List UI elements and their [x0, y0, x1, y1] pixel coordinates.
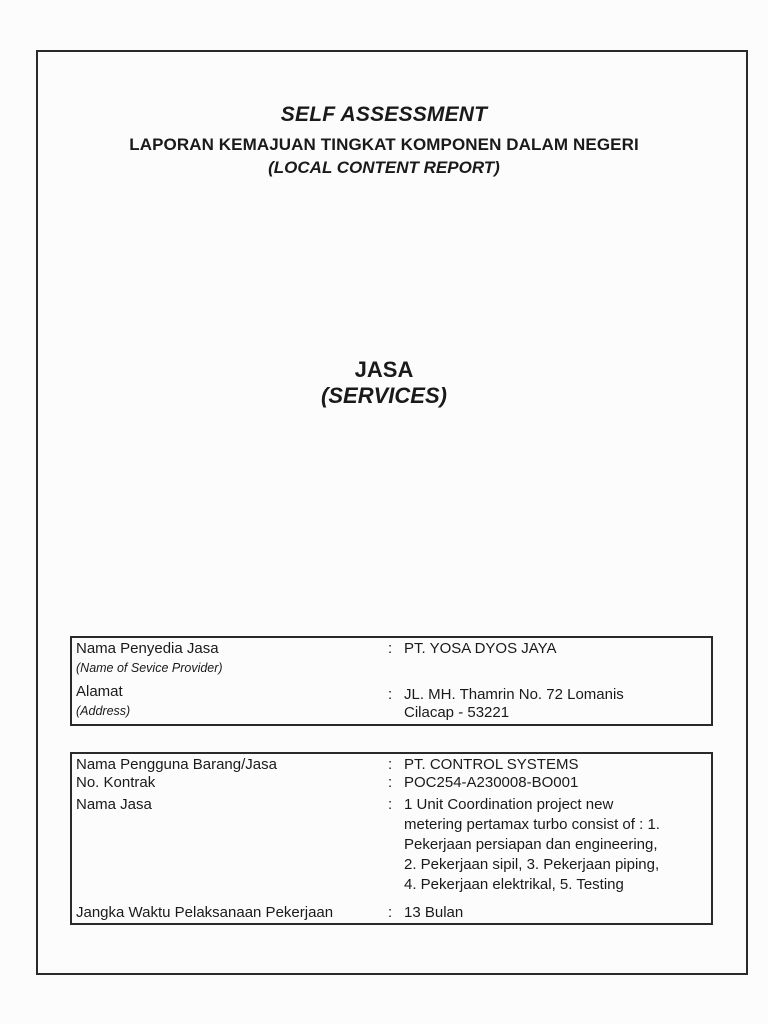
- colon: :: [388, 756, 393, 773]
- contract-info-box: [70, 752, 713, 925]
- address-label: Alamat: [76, 683, 123, 700]
- service-line: 1 Unit Coordination project new: [404, 796, 614, 813]
- doc-subtitle-english: (LOCAL CONTENT REPORT): [268, 158, 500, 177]
- contract-value: POC254-A230008-BO001: [404, 774, 579, 791]
- service-line: 2. Pekerjaan sipil, 3. Pekerjaan piping,: [404, 856, 660, 873]
- provider-info-box: [70, 636, 713, 726]
- service-line: 4. Pekerjaan elektrikal, 5. Testing: [404, 876, 624, 893]
- user-label: Nama Pengguna Barang/Jasa: [76, 756, 277, 773]
- colon: :: [388, 904, 393, 921]
- address-line-1: JL. MH. Thamrin No. 72 Lomanis: [404, 686, 624, 703]
- service-line: Pekerjaan persiapan dan engineering,: [404, 836, 658, 853]
- service-line: metering pertamax turbo consist of : 1.: [404, 816, 660, 833]
- colon: :: [388, 774, 393, 791]
- doc-subtitle: LAPORAN KEMAJUAN TINGKAT KOMPONEN DALAM NEGERI: [129, 135, 639, 154]
- address-line-2: Cilacap - 53221: [404, 704, 510, 721]
- user-value: PT. CONTROL SYSTEMS: [404, 756, 579, 773]
- colon: :: [388, 686, 393, 703]
- category-title-english: (SERVICES): [321, 383, 447, 408]
- service-label: Nama Jasa: [76, 796, 152, 813]
- provider-label-english: (Name of Sevice Provider): [76, 661, 223, 675]
- address-label-english: (Address): [76, 704, 131, 718]
- provider-value: PT. YOSA DYOS JAYA: [404, 640, 557, 657]
- category-title: JASA: [354, 357, 414, 382]
- contract-label: No. Kontrak: [76, 774, 156, 791]
- duration-value: 13 Bulan: [404, 904, 464, 921]
- colon: :: [388, 640, 393, 657]
- duration-label: Jangka Waktu Pelaksanaan Pekerjaan: [76, 904, 334, 921]
- colon: :: [388, 796, 393, 813]
- doc-title: SELF ASSESSMENT: [280, 103, 488, 126]
- service-description: [404, 795, 704, 895]
- provider-label: Nama Penyedia Jasa: [76, 640, 219, 657]
